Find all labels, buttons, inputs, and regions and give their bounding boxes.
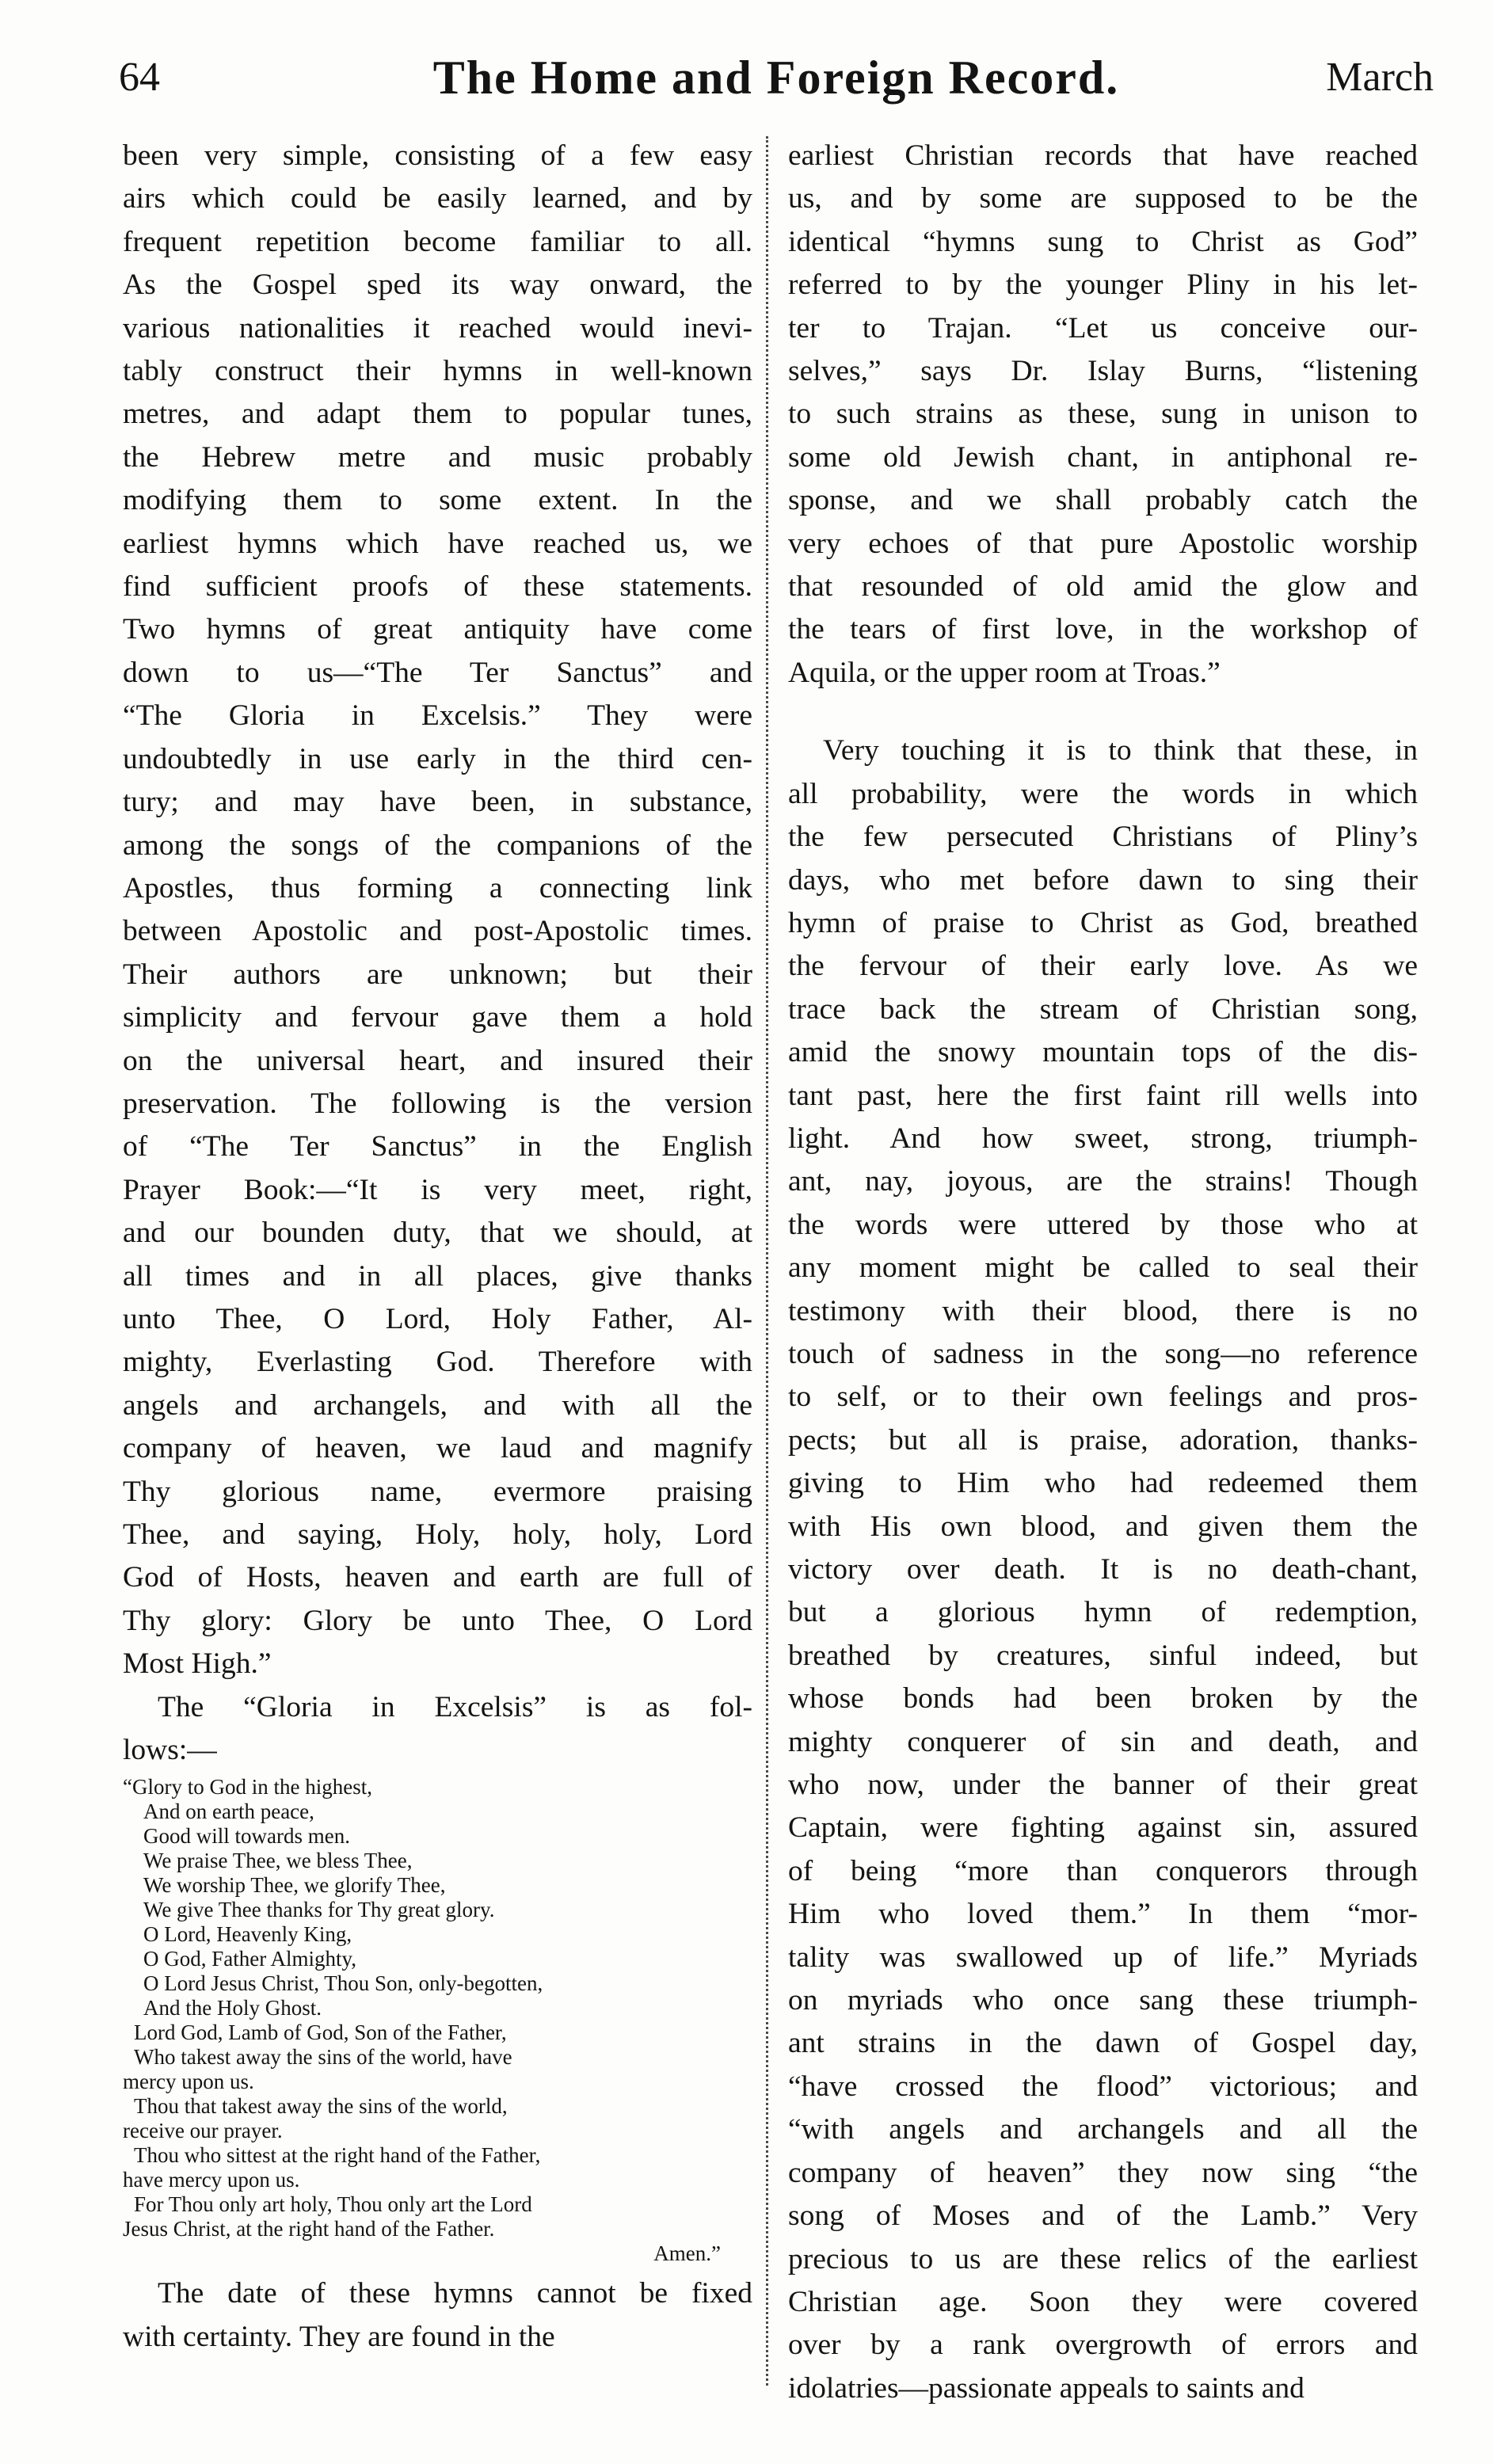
- text-line: that resounded of old amid the glow and: [788, 570, 1418, 604]
- text-line: days, who met before dawn to sing their: [788, 863, 1418, 897]
- text-line: Christian age. Soon they were covered: [788, 2285, 1418, 2318]
- text-line: been very simple, consisting of a few easy: [123, 139, 752, 172]
- text-line: testimony with their blood, there is no: [788, 1294, 1418, 1327]
- gloria-intro-paragraph: [123, 1686, 752, 1773]
- text-line: lows:—: [123, 1734, 217, 1767]
- text-line: God of Hosts, heaven and earth are full of: [123, 1561, 752, 1594]
- hymn-line: Thou who sittest at the right hand of the Father,: [134, 2143, 541, 2168]
- text-line: Thy glory: Glory be unto Thee, O Lord: [123, 1604, 752, 1637]
- text-line: of being “more than conquerors through: [788, 1854, 1418, 1887]
- text-line: whose bonds had been broken by the: [788, 1682, 1418, 1716]
- text-line: some old Jewish chant, in antiphonal re-: [788, 440, 1418, 474]
- text-line: among the songs of the companions of the: [123, 828, 752, 862]
- hymn-line: have mercy upon us.: [123, 2168, 300, 2192]
- hymn-line: We give Thee thanks for Thy great glory.: [143, 1898, 495, 1922]
- left-column: [123, 135, 752, 2359]
- text-line: metres, and adapt them to popular tunes,: [123, 398, 752, 431]
- text-line: frequent repetition become familiar to all.: [123, 225, 752, 258]
- text-line: the few persecuted Christians of Pliny’s: [788, 821, 1418, 854]
- gloria-in-excelsis-hymn: [123, 1775, 752, 2266]
- text-line: giving to Him who had redeemed them: [788, 1467, 1418, 1500]
- text-line: As the Gospel sped its way onward, the: [123, 268, 752, 302]
- left-paragraph-continued: [123, 135, 752, 1686]
- text-line: hymn of praise to Christ as God, breathed: [788, 906, 1418, 939]
- text-line: earliest Christian records that have reached: [788, 139, 1418, 172]
- very-touching-paragraph: [788, 729, 1418, 2410]
- text-line: “with angels and archangels and all the: [788, 2113, 1418, 2146]
- text-line: to such strains as these, sung in unison to: [788, 398, 1418, 431]
- text-line: “The Gloria in Excelsis.” They were: [123, 699, 752, 733]
- text-line: amid the snowy mountain tops of the dis-: [788, 1036, 1418, 1069]
- text-line: Their authors are unknown; but their: [123, 958, 752, 991]
- text-line: who now, under the banner of their great: [788, 1769, 1418, 1802]
- text-line: ter to Trajan. “Let us conceive our-: [788, 311, 1418, 345]
- text-line: earliest hymns which have reached us, we: [123, 527, 752, 560]
- text-line: touch of sadness in the song—no reference: [788, 1337, 1418, 1370]
- text-line: various nationalities it reached would inevi-: [123, 311, 752, 345]
- hymn-line: Lord God, Lamb of God, Son of the Father,: [134, 2020, 507, 2045]
- text-line: between Apostolic and post-Apostolic times.: [123, 915, 752, 948]
- text-line: light. And how sweet, strong, triumph-: [788, 1122, 1418, 1155]
- text-line: unto Thee, O Lord, Holy Father, Al-: [123, 1302, 752, 1335]
- text-line: The “Gloria in Excelsis” is as fol-: [158, 1690, 752, 1723]
- hymn-line: O God, Father Almighty,: [143, 1947, 356, 1971]
- text-line: the fervour of their early love. As we: [788, 950, 1418, 983]
- text-line: song of Moses and of the Lamb.” Very: [788, 2199, 1418, 2233]
- text-line: the Hebrew metre and music probably: [123, 440, 752, 474]
- text-line: find sufficient proofs of these statements.: [123, 570, 752, 604]
- text-line: identical “hymns sung to Christ as God”: [788, 225, 1418, 258]
- text-line: to self, or to their own feelings and pros-: [788, 1381, 1418, 1414]
- text-line: very echoes of that pure Apostolic worship: [788, 527, 1418, 560]
- text-line: idolatries—passionate appeals to saints and: [788, 2371, 1304, 2405]
- text-line: any moment might be called to seal their: [788, 1251, 1418, 1285]
- text-line: Aquila, or the upper room at Troas.”: [788, 656, 1221, 689]
- text-line: Very touching it is to think that these, in: [823, 734, 1418, 767]
- hymn-line: “Glory to God in the highest,: [123, 1775, 372, 1799]
- text-line: trace back the stream of Christian song,: [788, 992, 1418, 1026]
- hymn-line: Amen.”: [653, 2241, 721, 2266]
- right-paragraph-continued: [788, 135, 1418, 695]
- text-line: tably construct their hymns in well-known: [123, 355, 752, 388]
- text-line: sponse, and we shall probably catch the: [788, 484, 1418, 517]
- text-line: Captain, were fighting against sin, assured: [788, 1811, 1418, 1845]
- hymn-line: O Lord, Heavenly King,: [143, 1922, 352, 1947]
- text-line: us, and by some are supposed to be the: [788, 182, 1418, 215]
- text-line: “have crossed the flood” victorious; and: [788, 2070, 1418, 2103]
- text-line: Him who loved them.” In them “mor-: [788, 1898, 1418, 1931]
- text-line: airs which could be easily learned, and by: [123, 182, 752, 215]
- issue-month: March: [1326, 55, 1434, 100]
- hymn-line: O Lord Jesus Christ, Thou Son, only-begotten,: [143, 1971, 543, 1996]
- text-line: Thee, and saying, Holy, holy, holy, Lord: [123, 1518, 752, 1551]
- hymn-line: And the Holy Ghost.: [143, 1996, 322, 2020]
- text-line: of “The Ter Sanctus” in the English: [123, 1130, 752, 1163]
- text-line: mighty, Everlasting God. Therefore with: [123, 1346, 752, 1379]
- text-line: referred to by the younger Pliny in his let-: [788, 268, 1418, 302]
- text-line: Two hymns of great antiquity have come: [123, 613, 752, 646]
- text-line: Prayer Book:—“It is very meet, right,: [123, 1173, 752, 1206]
- text-line: mighty conquerer of sin and death, and: [788, 1725, 1418, 1758]
- hymn-line: And on earth peace,: [143, 1799, 314, 1824]
- text-line: on the universal heart, and insured their: [123, 1044, 752, 1077]
- text-line: preservation. The following is the version: [123, 1087, 752, 1120]
- text-line: pects; but all is praise, adoration, thanks-: [788, 1423, 1418, 1457]
- journal-title: The Home and Foreign Record.: [432, 51, 1120, 104]
- text-line: selves,” says Dr. Islay Burns, “listening: [788, 355, 1418, 388]
- text-line: ant, nay, joyous, are the strains! Though: [788, 1165, 1418, 1198]
- hymn-line: mercy upon us.: [123, 2070, 254, 2094]
- text-line: down to us—“The Ter Sanctus” and: [123, 656, 752, 689]
- text-line: modifying them to some extent. In the: [123, 484, 752, 517]
- text-line: with His own blood, and given them the: [788, 1510, 1418, 1543]
- hymn-line: We praise Thee, we bless Thee,: [143, 1849, 413, 1873]
- text-line: with certainty. They are found in the: [123, 2320, 555, 2353]
- hymn-date-paragraph: [123, 2272, 752, 2359]
- text-line: tury; and may have been, in substance,: [123, 786, 752, 819]
- text-line: company of heaven” they now sing “the: [788, 2156, 1418, 2189]
- page-number: 64: [119, 55, 160, 100]
- text-line: angels and archangels, and with all the: [123, 1388, 752, 1422]
- hymn-line: For Thou only art holy, Thou only art the Lord: [134, 2192, 532, 2217]
- text-line: over by a rank overgrowth of errors and: [788, 2329, 1418, 2362]
- text-line: Thy glorious name, evermore praising: [123, 1475, 752, 1508]
- text-line: tant past, here the first faint rill wells into: [788, 1079, 1418, 1112]
- hymn-line: receive our prayer.: [123, 2119, 283, 2143]
- running-head: [119, 49, 1434, 112]
- text-line: Most High.”: [123, 1647, 272, 1681]
- text-line: ant strains in the dawn of Gospel day,: [788, 2027, 1418, 2060]
- text-line: victory over death. It is no death-chant,: [788, 1553, 1418, 1586]
- text-line: on myriads who once sang these triumph-: [788, 1984, 1418, 2017]
- text-line: all times and in all places, give thanks: [123, 1259, 752, 1293]
- hymn-line: Thou that takest away the sins of the world,: [134, 2094, 508, 2119]
- text-line: and our bounden duty, that we should, at: [123, 1217, 752, 1250]
- text-line: simplicity and fervour gave them a hold: [123, 1001, 752, 1034]
- text-line: precious to us are these relics of the earliest: [788, 2242, 1418, 2275]
- hymn-line: Who takest away the sins of the world, have: [134, 2045, 512, 2070]
- text-line: Apostles, thus forming a connecting link: [123, 871, 752, 904]
- text-line: The date of these hymns cannot be fixed: [158, 2277, 752, 2310]
- column-divider: [766, 136, 768, 2386]
- hymn-line: Jesus Christ, at the right hand of the Father.: [123, 2217, 495, 2241]
- right-column: [788, 135, 1418, 2410]
- hymn-line: Good will towards men.: [143, 1824, 350, 1849]
- text-line: but a glorious hymn of redemption,: [788, 1596, 1418, 1629]
- text-line: the tears of first love, in the workshop of: [788, 613, 1418, 646]
- text-line: undoubtedly in use early in the third cen-: [123, 742, 752, 775]
- text-line: the words were uttered by those who at: [788, 1208, 1418, 1241]
- text-line: breathed by creatures, sinful indeed, but: [788, 1639, 1418, 1672]
- text-line: all probability, were the words in which: [788, 777, 1418, 810]
- hymn-line: We worship Thee, we glorify Thee,: [143, 1873, 446, 1898]
- text-line: company of heaven, we laud and magnify: [123, 1432, 752, 1465]
- text-line: tality was swallowed up of life.” Myriads: [788, 1940, 1418, 1974]
